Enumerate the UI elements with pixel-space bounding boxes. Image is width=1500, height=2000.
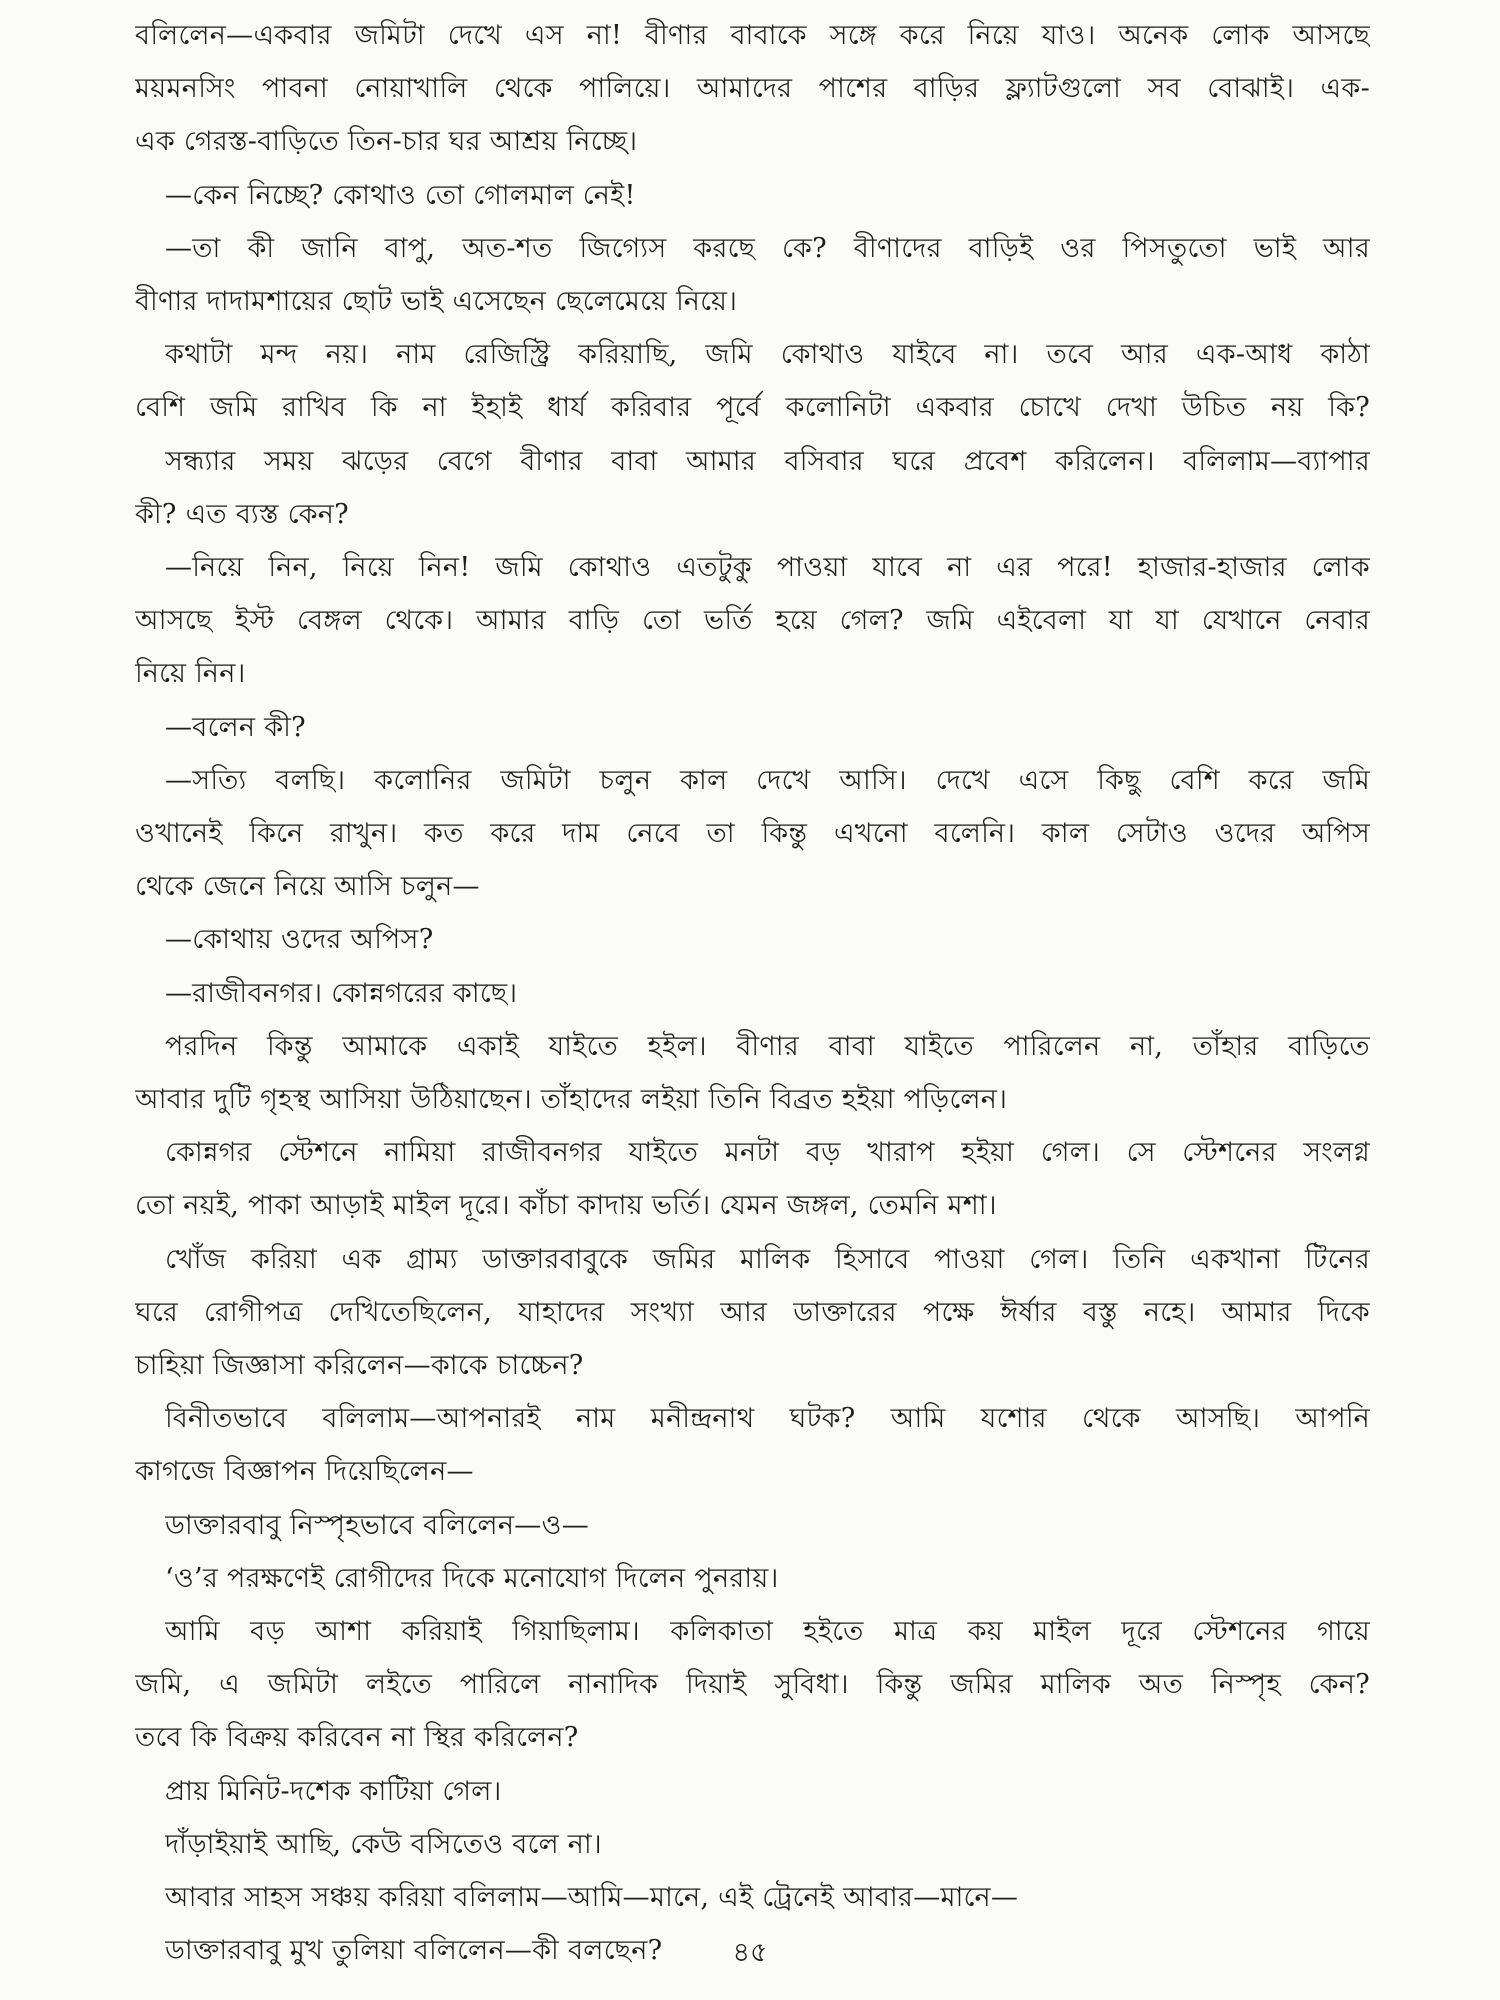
text-line: তবে কি বিক্রয় করিবেন না স্থির করিলেন? [135,1722,579,1754]
text-line: ওখানেই কিনে রাখুন। কত করে দাম নেবে তা কিন্তু এখনো বলেনি। কাল সেটাও ওদের অপিস [135,818,1370,849]
text-line: —নিয়ে নিন, নিয়ে নিন! জমি কোথাও এতটুকু পাওয়া যাবে না এর পরে! হাজার-হাজার লোক [165,552,1370,583]
text-line: আমি বড় আশা করিয়াই গিয়াছিলাম। কলিকাতা হইতে মাত্র কয় মাইল দূরে স্টেশনের গায়ে [165,1616,1370,1647]
text-line: কথাটা মন্দ নয়। নাম রেজিস্ট্রি করিয়াছি, জমি কোথাও যাইবে না। তবে আর এক-আধ কাঠা [165,339,1370,371]
text-line: থেকে জেনে নিয়ে আসি চলুন— [135,871,480,903]
text-line: বেশি জমি রাখিব কি না ইহাই ধার্য করিবার পূর্বে কলোনিটা একবার চোখে দেখা উচিত নয় কি? [135,392,1370,424]
text-line: ডাক্তারবাবু মুখ তুলিয়া বলিলেন—কী বলছেন? [165,1935,663,1967]
text-line: প্রায় মিনিট-দশেক কাটিয়া গেল। [165,1775,502,1807]
text-line: বিনীতভাবে বলিলাম—আপনারই নাম মনীন্দ্রনাথ ঘটক? আমি যশোর থেকে আসছি। আপনি [165,1403,1370,1435]
text-line: চাহিয়া জিজ্ঞাসা করিলেন—কাকে চাচ্চেন? [135,1350,584,1381]
text-line: ময়মনসিং পাবনা নোয়াখালি থেকে পালিয়ে। আমাদের পাশের বাড়ির ফ্ল্যাটগুলো সব বোঝাই। এক- [135,73,1370,105]
text-line: নিয়ে নিন। [135,658,246,690]
text-line: জমি, এ জমিটা লইতে পারিলে নানাদিক দিয়াই সুবিধা। কিন্তু জমির মালিক অত নিস্পৃহ কেন? [135,1669,1370,1701]
page-number: ৪৫ [732,1937,768,1968]
text-line: তো নয়ই, পাকা আড়াই মাইল দূরে। কাঁচা কাদায় ভর্তি। যেমন জঙ্গল, তেমনি মশা। [135,1190,997,1222]
text-line: কাগজে বিজ্ঞাপন দিয়েছিলেন— [135,1456,474,1488]
text-line: ঘরে রোগীপত্র দেখিতেছিলেন, যাহাদের সংখ্যা আর ডাক্তারের পক্ষে ঈর্ষার বস্তু নহে। আমার দিকে [135,1296,1370,1328]
text-line: বলিলেন—একবার জমিটা দেখে এস না! বীণার বাবাকে সঙ্গে করে নিয়ে যাও। অনেক লোক আসছে [135,20,1370,51]
text-line: —রাজীবনগর। কোন্নগরের কাছে। [165,977,518,1009]
text-line: সন্ধ্যার সময় ঝড়ের বেগে বীণার বাবা আমার বসিবার ঘরে প্রবেশ করিলেন। বলিলাম—ব্যাপার [165,445,1370,477]
text-line: কোন্নগর স্টেশনে নামিয়া রাজীবনগর যাইতে মনটা বড় খারাপ হইয়া গেল। সে স্টেশনের সংলগ্ন [165,1137,1370,1169]
text-line: বীণার দাদামশায়ের ছোট ভাই এসেছেন ছেলেমেয়ে নিয়ে। [135,286,738,317]
text-line: ডাক্তারবাবু নিস্পৃহভাবে বলিলেন—ও— [165,1509,590,1541]
text-line: কী? এত ব্যস্ত কেন? [135,498,349,530]
text-line: দাঁড়াইয়াই আছি, কেউ বসিতেও বলে না। [165,1828,602,1860]
text-line: —সত্যি বলছি। কলোনির জমিটা চলুন কাল দেখে আসি। দেখে এসে কিছু বেশি করে জমি [165,764,1370,796]
text-line: আবার সাহস সঞ্চয় করিয়া বলিলাম—আমি—মানে, এই ট্রেনেই আবার—মানে— [165,1882,1019,1913]
text-line: —কোথায় ওদের অপিস? [165,924,434,956]
text-line: আবার দুটি গৃহস্থ আসিয়া উঠিয়াছেন। তাঁহাদের লইয়া তিনি বিব্রত হইয়া পড়িলেন। [135,1084,1008,1115]
text-line: —তা কী জানি বাপু, অত-শত জিগ্যেস করছে কে? বীণাদের বাড়িই ওর পিসতুতো ভাই আর [165,232,1370,264]
text-line: ‘ও’র পরক্ষণেই রোগীদের দিকে মনোযোগ দিলেন পুনরায়। [165,1562,779,1594]
text-line: পরদিন কিন্তু আমাকে একাই যাইতে হইল। বীণার বাবা যাইতে পারিলেন না, তাঁহার বাড়িতে [165,1030,1370,1062]
text-line: আসছে ইস্ট বেঙ্গল থেকে। আমার বাড়ি তো ভর্তি হয়ে গেল? জমি এইবেলা যা যা যেখানে নেবার [135,605,1370,637]
text-line: খোঁজ করিয়া এক গ্রাম্য ডাক্তারবাবুকে জমির মালিক হিসাবে পাওয়া গেল। তিনি একখানা টিনের [165,1243,1370,1275]
text-line: —বলেন কী? [165,711,306,743]
text-line: এক গেরস্ত-বাড়িতে তিন-চার ঘর আশ্রয় নিচ্ছে। [135,126,638,158]
text-line: —কেন নিচ্ছে? কোথাও তো গোলমাল নেই! [165,179,636,211]
